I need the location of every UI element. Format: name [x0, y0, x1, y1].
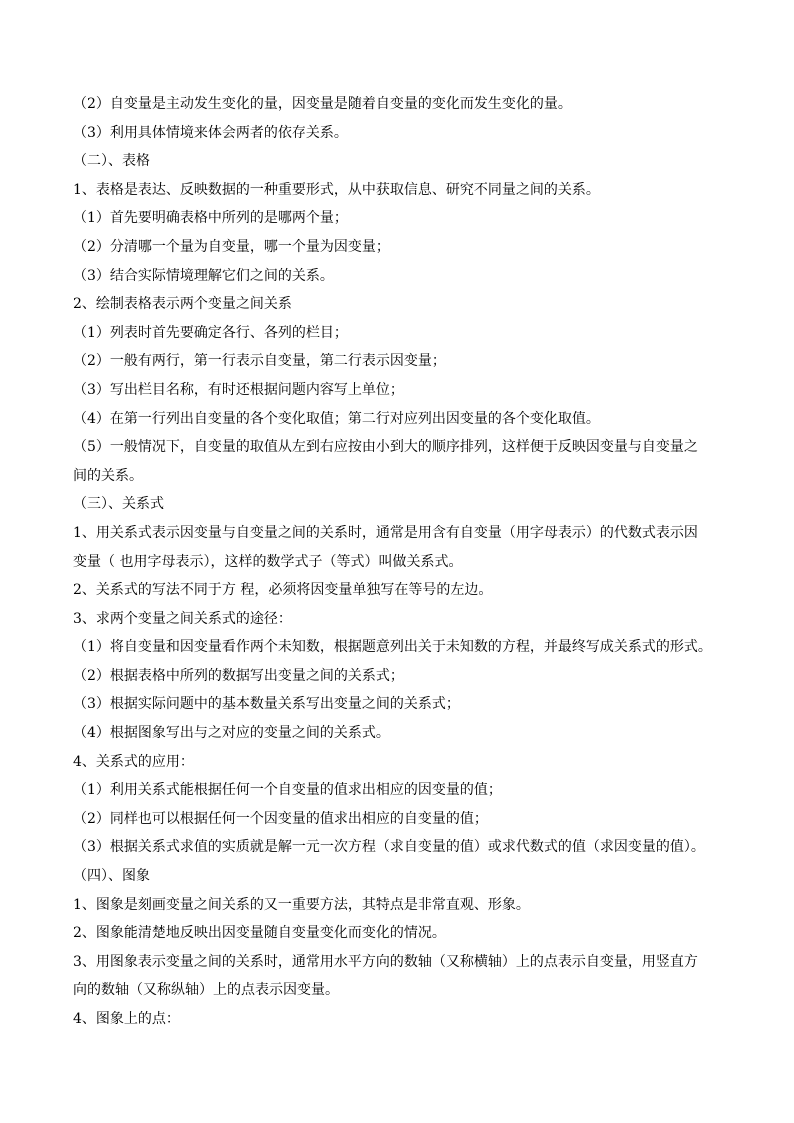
- section-heading: （四）、图象: [73, 868, 150, 885]
- text-line: 间的关系。: [73, 467, 143, 484]
- text-line: （5）一般情况下，自变量的取值从左到右应按由小到大的顺序排列，这样便于反映因变量与自变量之: [73, 439, 698, 456]
- text-line: （4）根据图象写出与之对应的变量之间的关系式。: [73, 725, 390, 742]
- text-line: 3、用图象表示变量之间的关系时，通常用水平方向的数轴（又称横轴）上的点表示自变量，用竖直方: [73, 953, 698, 970]
- text-line: 向的数轴（又称纵轴）上的点表示因变量。: [73, 982, 339, 999]
- text-line: （2）一般有两行，第一行表示自变量，第二行表示因变量；: [73, 353, 446, 370]
- text-line: 1、表格是表达、反映数据的一种重要形式，从中获取信息、研究不同量之间的关系。: [73, 181, 600, 198]
- text-line: （3）根据实际问题中的基本数量关系写出变量之间的关系式；: [73, 696, 460, 713]
- text-line: 2、绘制表格表示两个变量之间关系: [73, 296, 292, 313]
- text-line: 1、用关系式表示因变量与自变量之间的关系时，通常是用含有自变量（用字母表示）的代数式表示因: [73, 524, 698, 541]
- text-line: 1、图象是刻画变量之间关系的又一重要方法，其特点是非常直观、形象。: [73, 896, 530, 913]
- text-line: （2）同样也可以根据任何一个因变量的值求出相应的自变量的值；: [73, 810, 488, 827]
- text-line: （3）结合实际情境理解它们之间的关系。: [73, 267, 334, 284]
- text-line: 2、关系式的写法不同于方 程，必须将因变量单独写在等号的左边。: [73, 582, 493, 599]
- section-heading: （二）、表格: [73, 153, 150, 170]
- text-line: （1）首先要明确表格中所列的是哪两个量；: [73, 210, 348, 227]
- text-line: （2）分清哪一个量为自变量，哪一个量为因变量；: [73, 238, 390, 255]
- text-line: 4、关系式的应用：: [73, 753, 194, 770]
- text-line: （1）利用关系式能根据任何一个自变量的值求出相应的因变量的值；: [73, 782, 502, 799]
- text-line: 2、图象能清楚地反映出因变量随自变量变化而变化的情况。: [73, 925, 446, 942]
- text-line: （3）写出栏目名称，有时还根据问题内容写上单位；: [73, 381, 404, 398]
- text-line: （1）列表时首先要确定各行、各列的栏目；: [73, 324, 348, 341]
- text-line: 4、图象上的点：: [73, 1011, 180, 1027]
- text-line: （1）将自变量和因变量看作两个未知数，根据题意列出关于未知数的方程，并最终写成关系式的形式。: [73, 639, 712, 656]
- text-line: （2）自变量是主动发生变化的量，因变量是随着自变量的变化而发生变化的量。: [73, 96, 572, 112]
- text-line: （2）根据表格中所列的数据写出变量之间的关系式；: [73, 667, 404, 684]
- section-heading: （三）、关系式: [73, 496, 164, 513]
- text-line: （4）在第一行列出自变量的各个变化取值；第二行对应列出因变量的各个变化取值。: [73, 410, 600, 427]
- text-line: （3）根据关系式求值的实质就是解一元一次方程（求自变量的值）或求代数式的值（求因变量的值）。: [73, 839, 705, 856]
- text-line: 变量（ 也用字母表示），这样的数学式子（等式）叫做关系式。: [73, 553, 463, 570]
- document-body: [73, 90, 733, 1034]
- text-line: （3）利用具体情境来体会两者的依存关系。: [73, 124, 348, 141]
- text-line: 3、求两个变量之间关系式的途径：: [73, 610, 292, 627]
